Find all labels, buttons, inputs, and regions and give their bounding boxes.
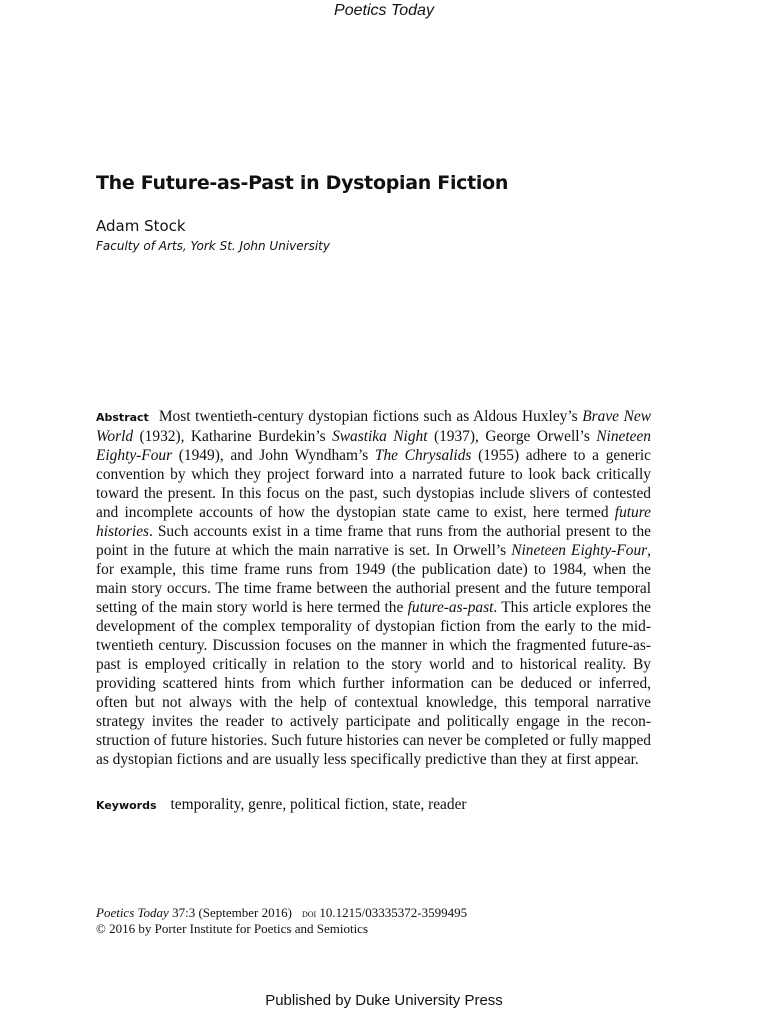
abstract-segment-italic: Nineteen Eighty-Four [96, 428, 651, 464]
abstract-segment: . Such accounts exist in a time frame that runs from the authorial present to the point in the future at which the main narrative is set. In Orwell’s [96, 523, 651, 559]
abstract-segment-italic: Nineteen Eighty-Four [511, 542, 648, 559]
abstract-text [96, 408, 651, 768]
abstract-segment: (1955) adhere to a generic convention by which they project forward into a narrated future to look back critically toward the present. In this focus on the past, such dystopias include slivers of contested and incomplete accounts of how the dystopian state came to exist, here termed [96, 447, 651, 521]
abstract-segment-italic: The Chrysalids [374, 447, 472, 464]
journal-issue: 37:3 (September 2016) [168, 905, 292, 920]
abstract-segment: (1932), Katharine Burdekin’s [133, 428, 333, 445]
doi-label: doi [301, 906, 317, 920]
abstract-segment-italic: future histories [96, 504, 651, 540]
abstract-segment-italic: future-as-past [407, 599, 494, 616]
citation-block [96, 905, 656, 936]
copyright-line: © 2016 by Porter Institute for Poetics and Semiotics [96, 921, 369, 936]
publisher-line: Published by Duke University Press [265, 992, 503, 1009]
abstract-segment: . This article explores the development of the complex temporality of dystopian fiction from the early to the mid-twentieth century. Discussion focuses on the manner in which the fragmented future-as-past is employed critically in relation to the story world and to historical reality. By providing scattered hints from which further information can be deduced or inferred, often but not always with the help of contextual knowledge, this temporal narrative strategy invites the reader to actively participate and politically engage in the reconstruction of future histories. Such future histories can never be completed or fully mapped as dystopian fictions and are usually less specifically predictive than they at first appear. [96, 599, 651, 768]
abstract-segment-italic: Brave New World [96, 408, 651, 445]
article-title: The Future-as-Past in Dystopian Fiction [96, 172, 509, 194]
running-head: Poetics Today [334, 2, 434, 19]
keywords-label: Keywords [96, 799, 157, 812]
abstract-segment: , for example, this time frame runs from 1949 (the publication date) to 1984, when the main story occurs. The time frame between the authorial present and the future temporal setting of the main story world is here termed the [96, 542, 651, 616]
doi-value: 10.1215/03335372-3599495 [316, 905, 468, 920]
keywords [96, 795, 656, 815]
abstract [96, 407, 651, 769]
journal-name: Poetics Today [96, 905, 169, 920]
author-affiliation: Faculty of Arts, York St. John University [96, 239, 330, 253]
keywords-text: temporality, genre, political fiction, state, reader [170, 796, 467, 813]
abstract-segment: (1937), George Orwell’s [427, 428, 597, 445]
abstract-segment-italic: Swastika Night [332, 428, 428, 445]
author-name: Adam Stock [96, 217, 186, 235]
abstract-segment: Most twentieth-century dystopian fictions such as Aldous Huxley’s [158, 408, 583, 425]
abstract-label: Abstract [96, 411, 149, 424]
citation-line [96, 905, 656, 921]
abstract-segment: (1949), and John Wyndham’s [172, 447, 375, 464]
